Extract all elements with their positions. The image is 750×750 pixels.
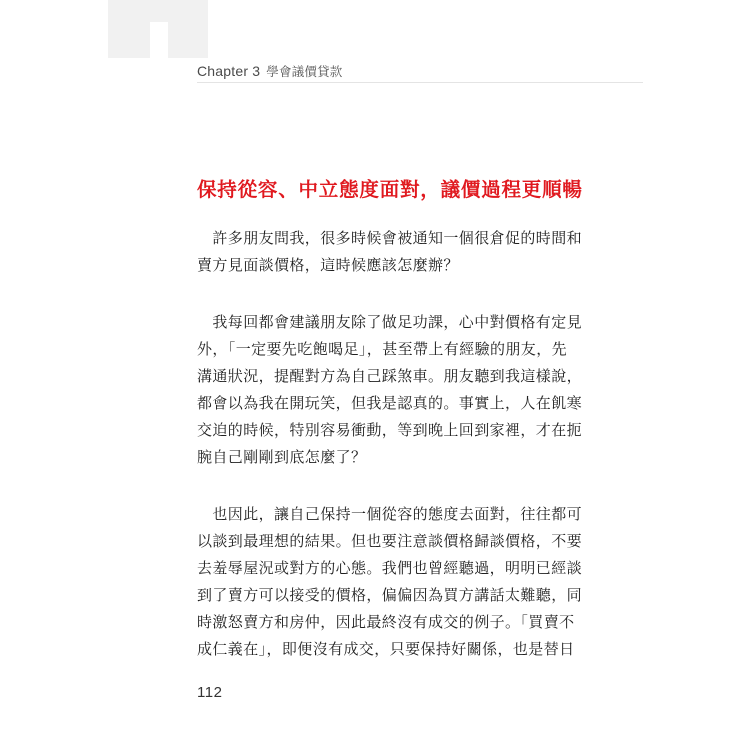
text-line: 我每回都會建議朋友除了做足功課，心中對價格有定見 [197, 313, 583, 331]
text-line: 交迫的時候，特別容易衝動，等到晚上回到家裡，才在扼 [197, 421, 583, 439]
text-line: 腕自己剛剛到底怎麼了？ [197, 448, 367, 466]
text-line: 以談到最理想的結果。但也要注意談價格歸談價格，不要 [197, 532, 583, 550]
paragraph-2 [197, 309, 583, 471]
header-divider [197, 82, 643, 83]
text-line: 外，「一定要先吃飽喝足」，甚至帶上有經驗的朋友，先 [197, 340, 568, 358]
paragraph-3 [197, 501, 583, 663]
text-line: 都會以為我在開玩笑，但我是認真的。事實上，人在飢寒 [197, 394, 583, 412]
section-heading: 保持從容、中立態度面對，議價過程更順暢 [197, 178, 583, 201]
text-line: 賣方見面談價格，這時候應該怎麼辦？ [197, 256, 459, 274]
chapter-label: Chapter 3 [197, 63, 261, 79]
corner-decoration-shape [108, 0, 208, 58]
text-line: 許多朋友問我，很多時候會被通知一個很倉促的時間和 [197, 229, 583, 247]
corner-decoration-graphic [108, 0, 208, 58]
text-line: 到了賣方可以接受的價格，偏偏因為買方講話太難聽，同 [197, 586, 583, 604]
chapter-header [197, 62, 343, 80]
chapter-title: 學會議價貸款 [266, 64, 343, 79]
text-line: 時激怒賣方和房仲，因此最終沒有成交的例子。「買賣不 [197, 613, 575, 631]
body-text [197, 225, 583, 693]
text-line: 去羞辱屋況或對方的心態。我們也曾經聽過，明明已經談 [197, 559, 583, 577]
text-line: 溝通狀況，提醒對方為自己踩煞車。朋友聽到我這樣說， [197, 367, 583, 385]
text-line: 成仁義在」，即便沒有成交，只要保持好關係，也是替日 [197, 640, 575, 658]
text-line: 也因此，讓自己保持一個從容的態度去面對，往往都可 [197, 505, 583, 523]
paragraph-1 [197, 225, 583, 279]
page-number: 112 [197, 684, 223, 701]
